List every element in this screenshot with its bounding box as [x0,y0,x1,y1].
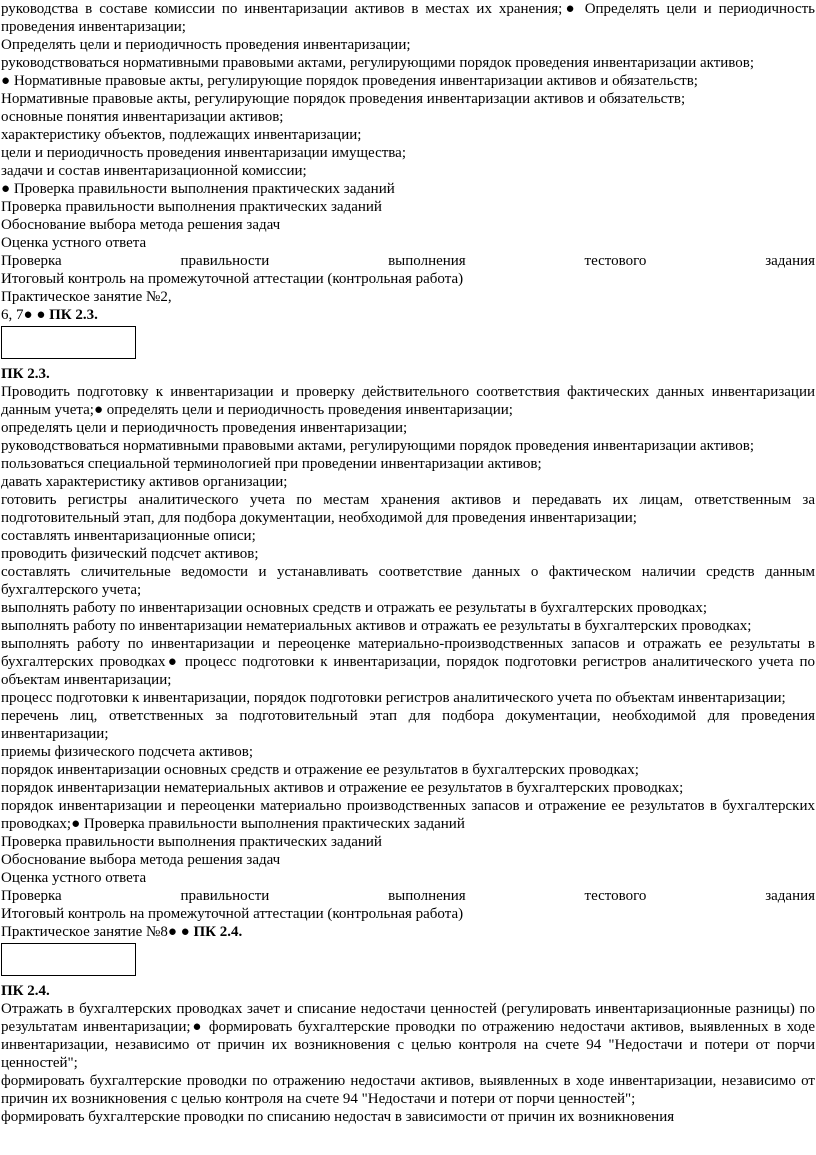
text-line: Нормативные правовые акты, регулирующие порядок проведения инвентаризации активов и обязательств; [1,91,686,107]
text-line: Проверка правильности выполнения тестового задания [1,253,816,269]
text-line: готовить регистры аналитического учета по местам хранения активов и передавать их лицам, ответственным за подготовительный этап, для подбора документации, необходимой для проведения инвентаризации; [1,492,815,526]
bullet-icon: ● [190,1019,204,1035]
bullet-icon: ● [167,924,177,940]
bullet-icon: ● [23,307,33,323]
text-line: пользоваться специальной терминологией при проведении инвентаризации активов; [1,456,542,472]
text-line: формировать бухгалтерские проводки по отражению недостачи активов, выявленных в ходе инвентаризации, независимо от причин их возникновения с целью контроля на счете 94 "Недостачи и потери от порчи ценностей"; [1,1073,815,1107]
empty-box [1,326,136,359]
text-line: руководства в составе комиссии по инвентаризации активов в местах их хранения;● Определять цели и периодичность проведения инвентаризации; [1,1,816,35]
text-line: характеристику объектов, подлежащих инвентаризации; [1,127,362,143]
text-line: Итоговый контроль на промежуточной аттестации (контрольная работа) [1,906,464,922]
text-line: задачи и состав инвентаризационной комиссии; [1,163,307,179]
text-line: Определять цели и периодичность проведения инвентаризации; [1,37,411,53]
text-line: основные понятия инвентаризации активов; [1,109,284,125]
text-line: выполнять работу по инвентаризации и переоценке материально-производственных запасов и отражать ее результаты в бухгалтерских проводках● процесс подготовки к инвентаризации, порядок подготовки регистров аналитического учета по объектам инвентаризации; [1,636,816,688]
text-line: Оценка устного ответа [1,870,147,886]
bullet-icon: ● [93,402,103,418]
empty-box [1,943,136,976]
text-line: Отражать в бухгалтерских проводках зачет и списание недостачи ценностей (регулировать инвентаризационные разницы) по результатам инвентаризации;● формировать бухгалтерские проводки по отражению недостачи активов, выявленных в ходе инвентаризации, независимо от причин их возникновения с целью контроля на счете 94 "Недостачи и потери от порчи ценностей"; [1,1001,815,1071]
text-line: руководствоваться нормативными правовыми актами, регулирующими порядок проведения инвентаризации активов; [1,55,755,71]
text-line: Обоснование выбора метода решения задач [1,852,281,868]
text-line: выполнять работу по инвентаризации основных средств и отражать ее результаты в бухгалтерских проводках; [1,600,707,616]
text-line: цели и периодичность проведения инвентаризации имущества; [1,145,406,161]
text-line: 6, 7● ● ПК 2.3. [1,307,98,323]
text-line: приемы физического подсчета активов; [1,744,254,760]
text-line: давать характеристику активов организации; [1,474,288,490]
text-line: Проверка правильности выполнения практических заданий [1,199,382,215]
text-line: составлять инвентаризационные описи; [1,528,256,544]
text-line: Проверка правильности выполнения тестового задания [1,888,816,904]
text-line: определять цели и периодичность проведения инвентаризации; [1,420,408,436]
section-heading: ПК 2.4. [1,983,50,999]
text-line: составлять сличительные ведомости и устанавливать соответствие данных о фактическом наличии средств данным бухгалтерского учета; [1,564,815,598]
text-line: Обоснование выбора метода решения задач [1,217,281,233]
text-line: Оценка устного ответа [1,235,147,251]
text-line: порядок инвентаризации нематериальных активов и отражение ее результатов в бухгалтерских проводках; [1,780,684,796]
text-line: выполнять работу по инвентаризации нематериальных активов и отражать ее результаты в бухгалтерских проводках; [1,618,752,634]
text-line: проводить физический подсчет активов; [1,546,259,562]
bullet-icon: ● [562,1,578,17]
bullet-icon: ● [71,816,81,832]
section-heading: ПК 2.3. [1,366,50,382]
text-line: руководствоваться нормативными правовыми актами, регулирующими порядок проведения инвентаризации активов; [1,438,755,454]
text-line: Проверка правильности выполнения практических заданий [1,834,382,850]
text-line: ● Проверка правильности выполнения практических заданий [1,181,395,197]
text-line: порядок инвентаризации и переоценки материально производственных запасов и отражение ее результатов в бухгалтерских проводках;● Проверка правильности выполнения практических заданий [1,798,815,832]
text-line: перечень лиц, ответственных за подготовительный этап для подбора документации, необходимой для проведения инвентаризации; [1,708,815,742]
text-line: формировать бухгалтерские проводки по списанию недостач в зависимости от причин их возникновения [1,1109,675,1125]
bullet-icon: ● [1,73,11,89]
bullet-icon: ● [165,654,179,670]
text-line: ● Нормативные правовые акты, регулирующие порядок проведения инвентаризации активов и обязательств; [1,73,698,89]
text-line: процесс подготовки к инвентаризации, порядок подготовки регистров аналитического учета по объектам инвентаризации; [1,690,786,706]
text-line: Практическое занятие №8● ● ПК 2.4. [1,924,243,940]
bullet-icon: ● [180,924,190,940]
bullet-icon: ● [36,307,46,323]
text-line: Проводить подготовку к инвентаризации и проверку действительного соответствия фактических данных инвентаризации данным учета;● определять цели и периодичность проведения инвентаризации; [1,384,815,418]
text-line: Практическое занятие №2, [1,289,172,305]
text-line: порядок инвентаризации основных средств и отражение ее результатов в бухгалтерских проводках; [1,762,639,778]
bullet-icon: ● [1,181,11,197]
text-line: Итоговый контроль на промежуточной аттестации (контрольная работа) [1,271,464,287]
